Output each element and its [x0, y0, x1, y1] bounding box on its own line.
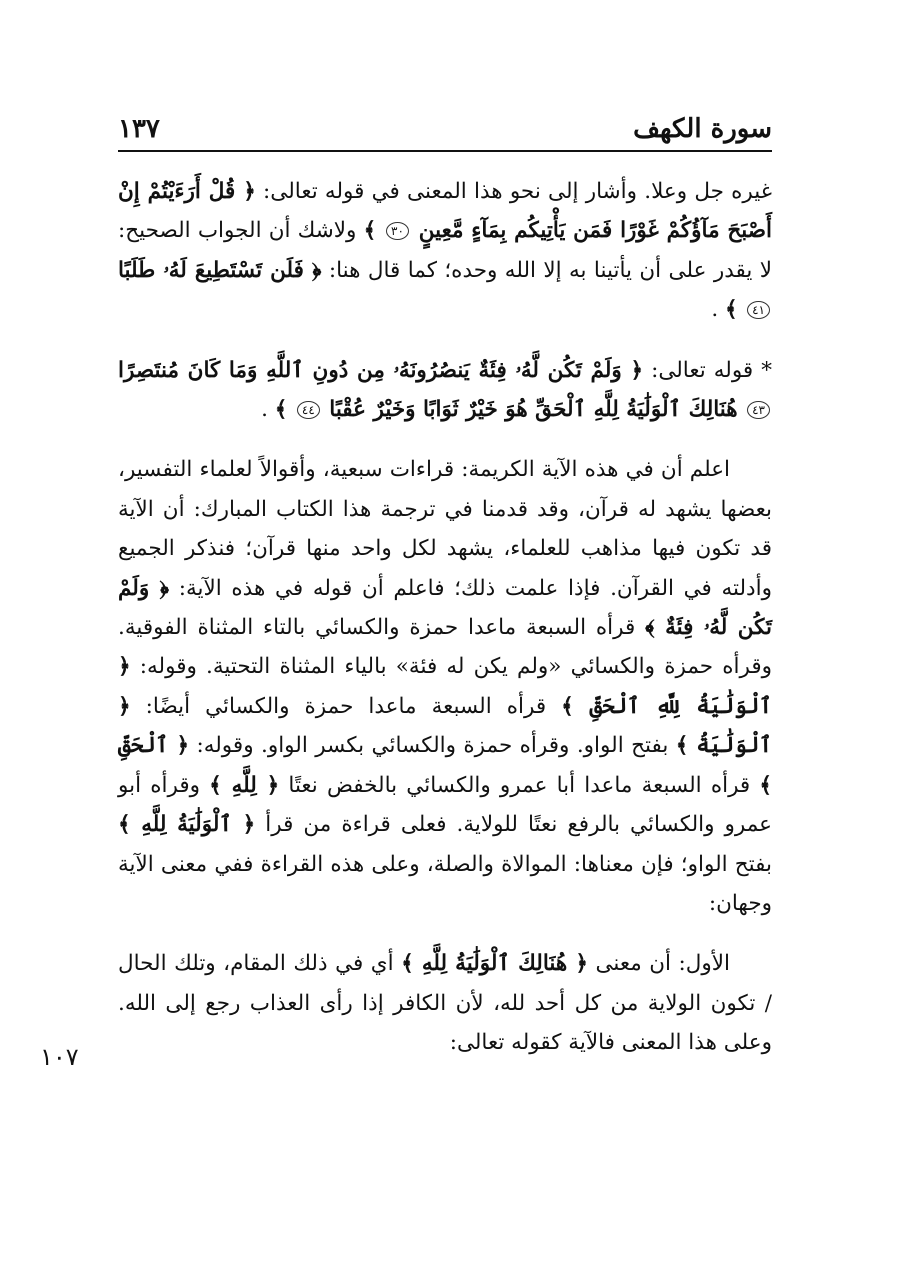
paragraph-3: [118, 450, 772, 923]
quran-verse: هُنَالِكَ ٱلْوَلَٰيَةُ لِلَّهِ ٱلْحَقِّ هُوَ خَيْرٌ ثَوَابًا وَخَيْرٌ عُقْبًا: [321, 397, 746, 423]
ayah-number-marker: ٣٠: [386, 222, 409, 240]
text-run: قرأه السبعة ماعدا حمزة والكسائي بالتاء المثناة الفوقية. وقرأه حمزة والكسائي «ولم يكن له فئة» بالياء المثناة التحتية. وقوله:: [118, 615, 772, 680]
quran-verse: ﴿ وَلَمْ تَكُن لَّهُۥ فِئَةٌ يَنصُرُونَهُۥ مِن دُونِ ٱللَّهِ وَمَا كَانَ مُنتَصِرًا: [118, 357, 644, 383]
quran-verse-end: ﴾: [363, 218, 385, 244]
page-header: [118, 104, 772, 152]
ayah-number-marker: ٤٤: [297, 401, 320, 419]
ayah-number-marker: ٤٣: [747, 401, 770, 419]
quran-verse-end: ﴾: [725, 297, 746, 323]
page-body: [118, 172, 772, 1063]
text-run: بفتح الواو؛ فإن معناها: الموالاة والصلة، وعلى هذه القراءة ففي معنى الآية وجهان:: [118, 851, 772, 916]
quran-quote: ﴿ ٱلْوَلَٰيَةُ ﴾: [118, 693, 772, 759]
text-run: ولاشك أن الجواب الصحيح: لا يقدر على أن يأتينا به إلا الله وحده؛ كما قال هنا:: [118, 218, 773, 283]
text-run: وقرأه أبو عمرو والكسائي بالرفع نعتًا للولاية. فعلى قراءة من قرأ: [118, 772, 773, 838]
quran-quote: ﴿ ٱلْحَقِّ ﴾: [118, 733, 772, 798]
quran-quote: ﴿ ٱلْوَلَٰيَةُ لِلَّهِ ٱلْحَقِّ ﴾: [118, 654, 772, 719]
quran-verse: ﴿ فَلَن تَسْتَطِيعَ لَهُۥ طَلَبًا: [118, 257, 322, 283]
quran-verse: ﴿ قُلْ أَرَءَيْتُمْ إِنْ أَصْبَحَ مَآؤُكُمْ غَوْرًا فَمَن يَأْتِيكُم بِمَآءٍ مَّعِينٍ: [118, 179, 772, 244]
text-run: قرأه السبعة ماعدا حمزة والكسائي أيضًا:: [130, 693, 562, 719]
text-run: أي في ذلك المقام، وتلك الحال / تكون الولاية من كل أحد لله، لأن الكافر إذا رأى العذاب رجع إلى الله. وعلى هذا المعنى فالآية كقوله تعالى:: [118, 951, 772, 1056]
text-run: اعلم أن في هذه الآية الكريمة: قراءات سبعية، وأقوالاً لعلماء التفسير، بعضها يشهد له قرآن، وقد قدمنا في ترجمة هذا الكتاب المبارك: أن الآية قد تكون فيها مذاهب للعلماء، يشهد لكل واحد منها قرآن؛ فنذكر الجميع وأدلته في القرآن. فإذا علمت ذلك؛ فاعلم أن قوله في هذه الآية:: [118, 457, 772, 601]
text-run: غيره جل وعلا. وأشار إلى نحو هذا المعنى في قوله تعالى:: [255, 179, 773, 204]
page-number: ١٣٧: [118, 114, 160, 144]
quran-quote: ﴿ لِلَّهِ ﴾: [209, 772, 280, 798]
surah-title: سورة الكهف: [633, 114, 772, 144]
quran-verse-end: ﴾: [274, 397, 295, 423]
quran-quote: ﴿ ٱلْوَلَٰيَةُ لِلَّهِ ﴾: [118, 812, 256, 838]
ayah-number-marker: ٤١: [747, 301, 770, 319]
paragraph-4: [118, 944, 772, 1062]
text-run: .: [261, 397, 275, 423]
text-run: الأول: أن معنى: [587, 951, 731, 977]
text-run: .: [711, 297, 726, 323]
text-run: * قوله تعالى:: [643, 357, 772, 383]
paragraph-2: [118, 351, 772, 430]
paragraph-1: [118, 172, 772, 330]
quran-quote: ﴿ هُنَالِكَ ٱلْوَلَٰيَةُ لِلَّهِ ﴾: [401, 951, 588, 977]
quran-quote: ﴿ وَلَمْ تَكُن لَّهُۥ فِئَةٌ ﴾: [118, 575, 773, 641]
text-run: قرأه السبعة ماعدا أبا عمرو والكسائي بالخفض نعتًا: [279, 772, 760, 798]
text-run: بفتح الواو. وقرأه حمزة والكسائي بكسر الواو. وقوله:: [189, 733, 676, 759]
margin-page-reference: ١٠٧: [40, 1043, 79, 1071]
